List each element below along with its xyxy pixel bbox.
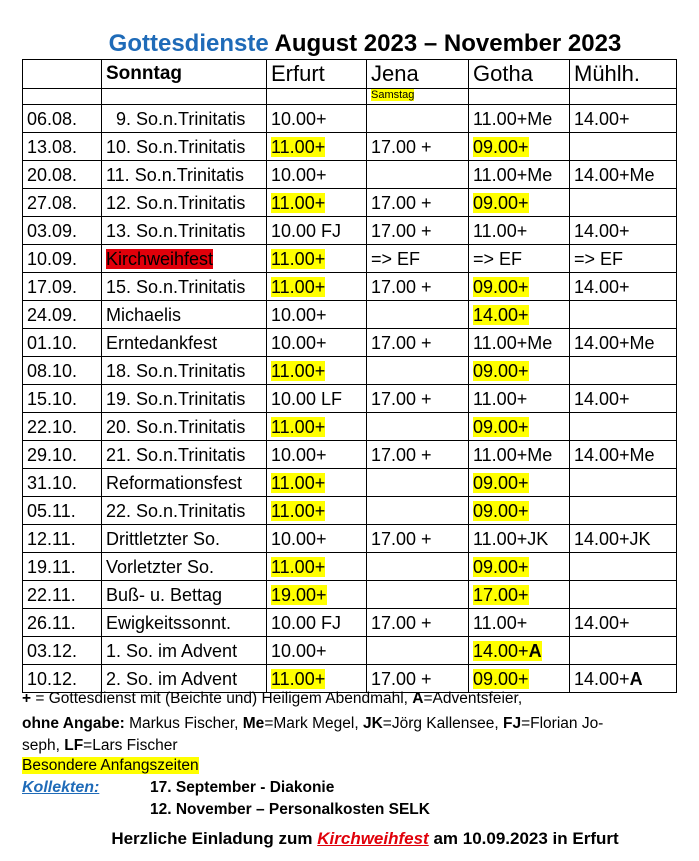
cell-gotha: 09.00+	[469, 413, 570, 441]
cell-jena: 17.00 +	[367, 441, 469, 469]
cell-date: 03.09.	[23, 217, 102, 245]
cell-sunday: Kirchweihfest	[102, 245, 267, 273]
cell-jena	[367, 301, 469, 329]
cell-date: 10.09.	[23, 245, 102, 273]
cell-muehlh: 14.00+Me	[570, 441, 677, 469]
table-row	[23, 133, 677, 161]
cell-gotha: 14.00+A	[469, 637, 570, 665]
cell-sunday: 20. So.n.Trinitatis	[102, 413, 267, 441]
table-row	[23, 609, 677, 637]
header-sunday: Sonntag	[102, 60, 267, 89]
cell-date: 05.11.	[23, 497, 102, 525]
table-row	[23, 245, 677, 273]
table-row	[23, 217, 677, 245]
cell-muehlh	[570, 637, 677, 665]
footnote-line-2: ohne Angabe: Markus Fischer, Me=Mark Megel, JK=Jörg Kallensee, FJ=Florian Jo-	[22, 715, 604, 732]
cell-muehlh	[570, 469, 677, 497]
table-row	[23, 301, 677, 329]
table-row	[23, 525, 677, 553]
cell-muehlh: 14.00+A	[570, 665, 677, 693]
cell-muehlh	[570, 553, 677, 581]
cell-erfurt: 11.00+	[267, 553, 367, 581]
cell-date: 17.09.	[23, 273, 102, 301]
cell-muehlh: => EF	[570, 245, 677, 273]
cell-gotha: 17.00+	[469, 581, 570, 609]
cell-sunday: 12. So.n.Trinitatis	[102, 189, 267, 217]
cell-date: 24.09.	[23, 301, 102, 329]
cell-sunday: 11. So.n.Trinitatis	[102, 161, 267, 189]
table-row	[23, 189, 677, 217]
cell-sunday: Erntedankfest	[102, 329, 267, 357]
cell-gotha: 11.00+JK	[469, 525, 570, 553]
cell-muehlh: 14.00+	[570, 105, 677, 133]
cell-gotha: 09.00+	[469, 665, 570, 693]
header-erfurt: Erfurt	[267, 60, 367, 89]
cell-erfurt: 11.00+	[267, 245, 367, 273]
cell-sunday: 1. So. im Advent	[102, 637, 267, 665]
jena-samstag-note: Samstag	[371, 89, 415, 101]
special-times-legend: Besondere Anfangszeiten	[22, 757, 199, 774]
cell-sunday: 9. So.n.Trinitatis	[102, 105, 267, 133]
cell-date: 22.11.	[23, 581, 102, 609]
cell-gotha: 09.00+	[469, 553, 570, 581]
cell-muehlh	[570, 357, 677, 385]
cell-sunday: Drittletzter So.	[102, 525, 267, 553]
table-row	[23, 553, 677, 581]
cell-muehlh: 14.00+JK	[570, 525, 677, 553]
cell-date: 15.10.	[23, 385, 102, 413]
cell-muehlh	[570, 497, 677, 525]
page-title	[0, 30, 699, 58]
cell-date: 26.11.	[23, 609, 102, 637]
cell-erfurt: 11.00+	[267, 133, 367, 161]
cell-sunday: 2. So. im Advent	[102, 665, 267, 693]
cell-jena	[367, 357, 469, 385]
cell-date: 20.08.	[23, 161, 102, 189]
cell-jena	[367, 637, 469, 665]
cell-erfurt: 10.00 LF	[267, 385, 367, 413]
kollekte-2: 12. November – Personalkosten SELK	[150, 801, 430, 818]
cell-muehlh: 14.00+	[570, 385, 677, 413]
title-part-2: August 2023 – November 2023	[268, 30, 622, 57]
cell-gotha: 11.00+	[469, 385, 570, 413]
table-row	[23, 273, 677, 301]
cell-erfurt: 11.00+	[267, 665, 367, 693]
cell-jena	[367, 497, 469, 525]
cell-date: 06.08.	[23, 105, 102, 133]
cell-muehlh	[570, 581, 677, 609]
cell-muehlh: 14.00+	[570, 217, 677, 245]
cell-erfurt: 11.00+	[267, 357, 367, 385]
cell-erfurt: 10.00+	[267, 525, 367, 553]
cell-gotha: 11.00+Me	[469, 161, 570, 189]
table-row	[23, 469, 677, 497]
cell-jena: 17.00 +	[367, 385, 469, 413]
cell-erfurt: 10.00 FJ	[267, 609, 367, 637]
cell-gotha: 11.00+Me	[469, 105, 570, 133]
table-row	[23, 497, 677, 525]
cell-sunday: 21. So.n.Trinitatis	[102, 441, 267, 469]
cell-erfurt: 10.00+	[267, 161, 367, 189]
cell-gotha: 09.00+	[469, 133, 570, 161]
cell-gotha: 09.00+	[469, 273, 570, 301]
cell-date: 08.10.	[23, 357, 102, 385]
cell-erfurt: 10.00+	[267, 301, 367, 329]
cell-erfurt: 10.00+	[267, 329, 367, 357]
cell-date: 01.10.	[23, 329, 102, 357]
table-row	[23, 357, 677, 385]
cell-gotha: 14.00+	[469, 301, 570, 329]
cell-gotha: 11.00+Me	[469, 441, 570, 469]
cell-jena: 17.00 +	[367, 133, 469, 161]
cell-gotha: 09.00+	[469, 469, 570, 497]
table-row	[23, 161, 677, 189]
schedule-table	[22, 59, 677, 693]
cell-erfurt: 11.00+	[267, 497, 367, 525]
header-row	[23, 60, 677, 89]
cell-jena: 17.00 +	[367, 525, 469, 553]
cell-muehlh	[570, 413, 677, 441]
cell-jena	[367, 469, 469, 497]
cell-muehlh	[570, 189, 677, 217]
table-row	[23, 441, 677, 469]
title-part-1: Gottesdienste	[108, 30, 269, 57]
cell-erfurt: 10.00+	[267, 105, 367, 133]
invitation-line: Herzliche Einladung zum Kirchweihfest am 10.09.2023 in Erfurt	[111, 829, 619, 848]
cell-sunday: 15. So.n.Trinitatis	[102, 273, 267, 301]
cell-sunday: Ewigkeitssonnt.	[102, 609, 267, 637]
kollekten-label: Kollekten:	[22, 779, 100, 796]
cell-sunday: 13. So.n.Trinitatis	[102, 217, 267, 245]
header-date	[23, 60, 102, 89]
cell-gotha: 09.00+	[469, 497, 570, 525]
cell-sunday: Reformationsfest	[102, 469, 267, 497]
cell-jena: 17.00 +	[367, 665, 469, 693]
header-muehlh: Mühlh.	[570, 60, 677, 89]
header-gotha: Gotha	[469, 60, 570, 89]
cell-date: 13.08.	[23, 133, 102, 161]
cell-date: 31.10.	[23, 469, 102, 497]
cell-date: 29.10.	[23, 441, 102, 469]
cell-sunday: 18. So.n.Trinitatis	[102, 357, 267, 385]
cell-jena: 17.00 +	[367, 189, 469, 217]
cell-sunday: Buß- u. Bettag	[102, 581, 267, 609]
cell-erfurt: 11.00+	[267, 413, 367, 441]
cell-gotha: 09.00+	[469, 189, 570, 217]
cell-muehlh: 14.00+	[570, 273, 677, 301]
table-row	[23, 105, 677, 133]
subheader-row	[23, 89, 677, 105]
cell-muehlh	[570, 133, 677, 161]
cell-date: 03.12.	[23, 637, 102, 665]
cell-muehlh: 14.00+	[570, 609, 677, 637]
header-jena: Jena	[367, 60, 469, 89]
cell-gotha: => EF	[469, 245, 570, 273]
cell-sunday: 22. So.n.Trinitatis	[102, 497, 267, 525]
table-row	[23, 329, 677, 357]
cell-muehlh: 14.00+Me	[570, 329, 677, 357]
cell-erfurt: 11.00+	[267, 273, 367, 301]
cell-erfurt: 10.00+	[267, 441, 367, 469]
cell-jena: 17.00 +	[367, 609, 469, 637]
cell-erfurt: 10.00+	[267, 637, 367, 665]
cell-muehlh: 14.00+Me	[570, 161, 677, 189]
cell-jena: 17.00 +	[367, 217, 469, 245]
cell-jena: => EF	[367, 245, 469, 273]
table-row	[23, 637, 677, 665]
cell-gotha: 11.00+Me	[469, 329, 570, 357]
cell-erfurt: 19.00+	[267, 581, 367, 609]
table-row	[23, 385, 677, 413]
cell-jena	[367, 553, 469, 581]
cell-date: 22.10.	[23, 413, 102, 441]
table-row	[23, 581, 677, 609]
table-row	[23, 413, 677, 441]
cell-date: 19.11.	[23, 553, 102, 581]
cell-sunday: 19. So.n.Trinitatis	[102, 385, 267, 413]
cell-jena	[367, 161, 469, 189]
cell-erfurt: 11.00+	[267, 469, 367, 497]
cell-date: 12.11.	[23, 525, 102, 553]
cell-jena: 17.00 +	[367, 329, 469, 357]
cell-jena: 17.00 +	[367, 273, 469, 301]
cell-jena	[367, 413, 469, 441]
cell-sunday: Vorletzter So.	[102, 553, 267, 581]
cell-gotha: 09.00+	[469, 357, 570, 385]
cell-date: 10.12.	[23, 665, 102, 693]
cell-gotha: 11.00+	[469, 609, 570, 637]
cell-erfurt: 11.00+	[267, 189, 367, 217]
cell-gotha: 11.00+	[469, 217, 570, 245]
cell-jena	[367, 105, 469, 133]
kollekte-1: 17. September - Diakonie	[150, 779, 335, 796]
cell-sunday: Michaelis	[102, 301, 267, 329]
cell-date: 27.08.	[23, 189, 102, 217]
footnote-line-3: seph, LF=Lars Fischer	[22, 737, 178, 754]
cell-sunday: 10. So.n.Trinitatis	[102, 133, 267, 161]
cell-erfurt: 10.00 FJ	[267, 217, 367, 245]
cell-jena	[367, 581, 469, 609]
footnote-line-1: + = Gottesdienst mit (Beichte und) Heiligem Abendmahl, A=Adventsfeier,	[22, 690, 523, 707]
cell-muehlh	[570, 301, 677, 329]
